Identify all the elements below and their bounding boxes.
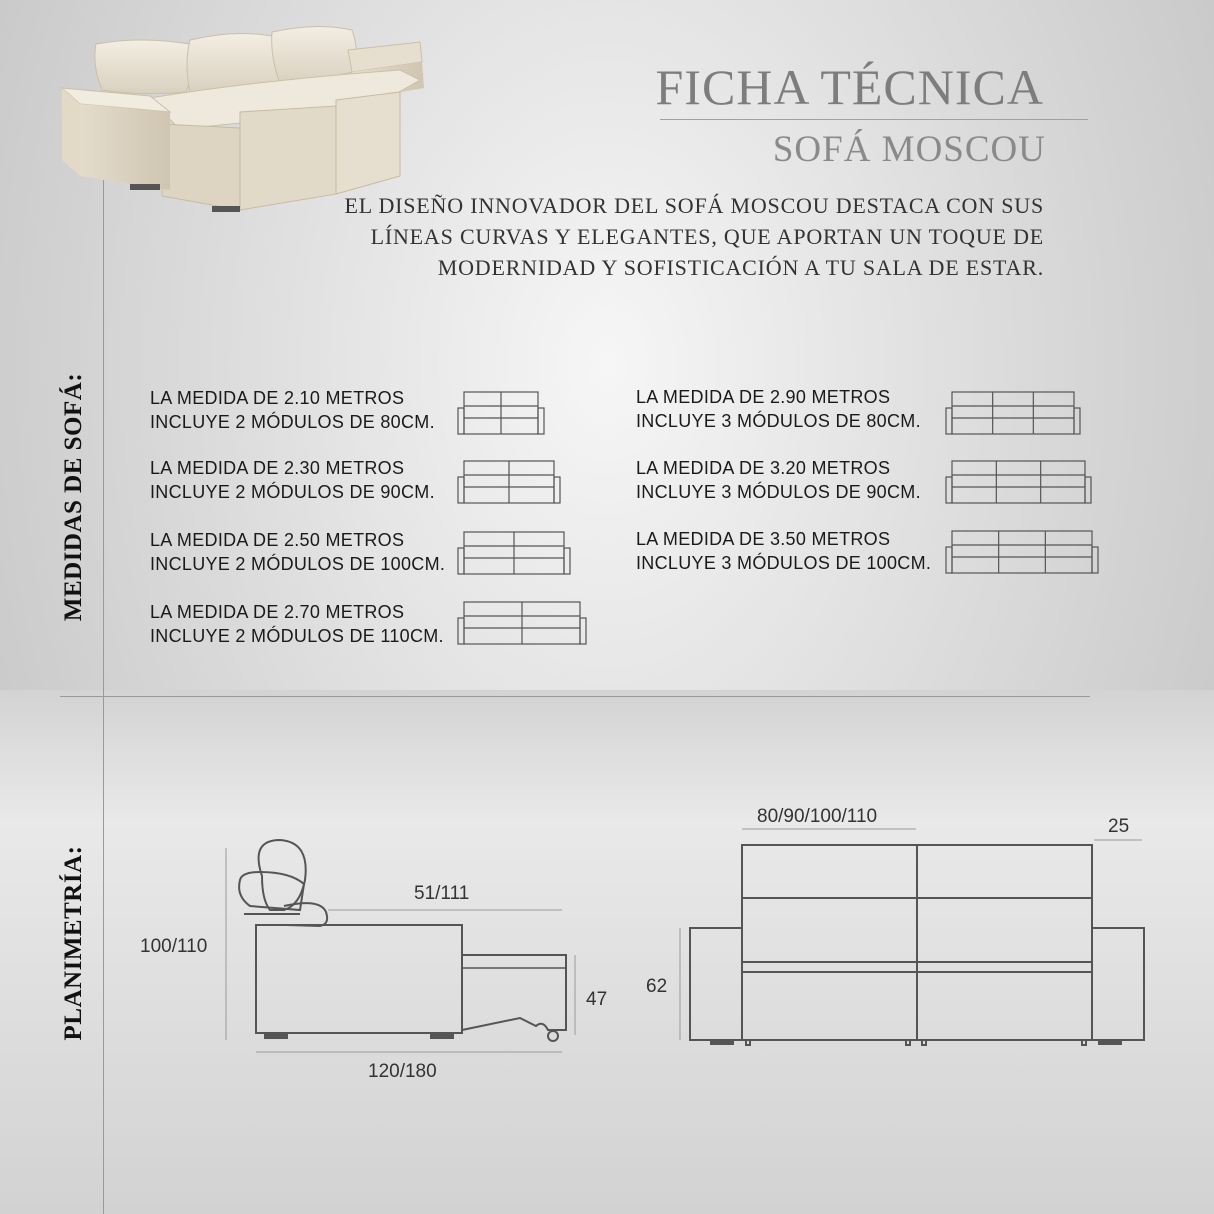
- front-view-dimension-lines: [680, 829, 1142, 1040]
- dimension-label: 47: [586, 989, 608, 1010]
- dimension-label: 100/110: [140, 936, 208, 957]
- measure-line: LA MEDIDA DE 2.70 METROS: [150, 602, 405, 622]
- section-label-measures: MEDIDAS DE SOFÁ:: [60, 372, 87, 622]
- side-view-dimension-lines: [226, 848, 575, 1052]
- side-view-body: [256, 925, 462, 1033]
- side-view-drawing: [239, 840, 566, 1041]
- dimension-label: 80/90/100/110: [757, 806, 878, 827]
- front-view-arm-right: [1092, 928, 1144, 1040]
- measure-line: LA MEDIDA DE 3.50 METROS: [636, 529, 891, 549]
- measure-line: LA MEDIDA DE 2.90 METROS: [636, 387, 891, 407]
- front-view-arm-left: [690, 928, 742, 1040]
- front-view-drawing: [690, 845, 1144, 1045]
- section-label-planimetry: PLANIMETRÍA:: [60, 845, 87, 1041]
- product-name: SOFÁ MOSCOU: [772, 129, 1046, 170]
- measure-line: INCLUYE 2 MÓDULOS DE 110CM.: [150, 626, 444, 646]
- measure-line: LA MEDIDA DE 2.30 METROS: [150, 458, 405, 478]
- dimension-label: 62: [646, 976, 668, 997]
- dimension-label: 120/180: [368, 1061, 437, 1082]
- measure-line: LA MEDIDA DE 2.50 METROS: [150, 530, 405, 550]
- dimension-label: 25: [1108, 816, 1130, 837]
- product-description: EL DISEÑO INNOVADOR DEL SOFÁ MOSCOU DESTACA CON SUS LÍNEAS CURVAS Y ELEGANTES, QUE APORTAN UN TOQUE DE MODERNIDAD Y SOFISTICACIÓN A TU SALA DE ESTAR.: [344, 193, 1044, 280]
- measure-line: INCLUYE 3 MÓDULOS DE 80CM.: [636, 411, 921, 431]
- measure-line: LA MEDIDA DE 2.10 METROS: [150, 388, 405, 408]
- measure-line: INCLUYE 2 MÓDULOS DE 90CM.: [150, 482, 435, 502]
- measure-line: LA MEDIDA DE 3.20 METROS: [636, 458, 891, 478]
- dimension-label: 51/111: [414, 883, 470, 904]
- measure-line: INCLUYE 2 MÓDULOS DE 80CM.: [150, 412, 435, 432]
- measure-line: INCLUYE 3 MÓDULOS DE 100CM.: [636, 553, 932, 573]
- measure-line: INCLUYE 3 MÓDULOS DE 90CM.: [636, 482, 921, 502]
- page-title: FICHA TÉCNICA: [655, 59, 1044, 115]
- side-view-extension: [462, 955, 566, 1030]
- measure-line: INCLUYE 2 MÓDULOS DE 100CM.: [150, 554, 446, 574]
